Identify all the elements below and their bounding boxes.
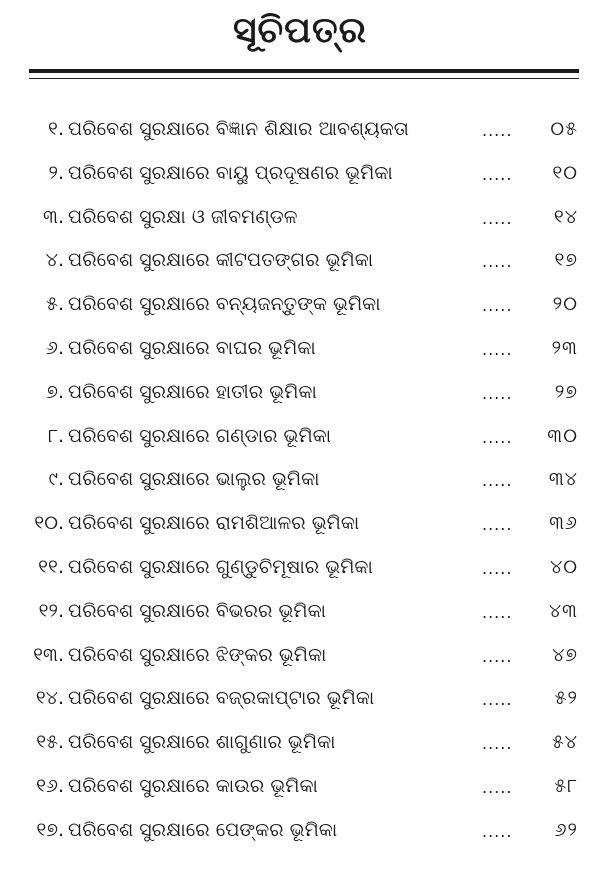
toc-entry xyxy=(0,506,600,550)
toc-entry-page: ୫୨ xyxy=(554,687,578,710)
toc-entry xyxy=(0,813,600,857)
toc-entry xyxy=(0,419,600,463)
toc-entry-title: ପରିବେଶ ସୁରକ୍ଷାରେ ଶାଗୁଣାର ଭୂମିକା xyxy=(68,731,336,754)
toc-entry-title: ପରିବେଶ ସୁରକ୍ଷାରେ ଝିଙ୍କର ଭୂମିକା xyxy=(68,643,327,666)
toc-entry-leader: ..... xyxy=(482,515,513,535)
toc-entry-title: ପରିବେଶ ସୁରକ୍ଷାରେ ବଜ୍ରକାପ୍ଟାର ଭୂମିକା xyxy=(68,687,375,710)
toc-entry-page: ୨୭ xyxy=(554,380,578,403)
toc-entry-number: ୧୨. xyxy=(38,599,64,622)
toc-entry-leader: ..... xyxy=(482,252,513,272)
toc-entry-page: ୪୩ xyxy=(548,599,578,622)
toc-entry xyxy=(0,638,600,682)
toc-entry xyxy=(0,769,600,813)
toc-entry xyxy=(0,462,600,506)
toc-entry xyxy=(0,725,600,769)
toc-entry xyxy=(0,550,600,594)
toc-entry-leader: ..... xyxy=(482,164,513,184)
toc-entry-title: ପରିବେଶ ସୁରକ୍ଷା ଓ ଜୀବମଣ୍ଡଳ xyxy=(68,205,298,228)
toc-entry xyxy=(0,243,600,287)
toc-entry-leader: ..... xyxy=(482,208,513,228)
toc-entry-title: ପରିବେଶ ସୁରକ୍ଷାରେ ଭାଲୁର ଭୂମିକା xyxy=(68,468,320,491)
toc-entry-number: ୧୭. xyxy=(36,818,64,841)
toc-entry-title: ପରିବେଶ ସୁରକ୍ଷାରେ ବନ୍ୟଜନ୍ତୁଙ୍କ ଭୂମିକା xyxy=(68,293,381,316)
toc-entry-title: ପରିବେଶ ସୁରକ୍ଷାରେ ହାତୀର ଭୂମିକା xyxy=(68,380,317,403)
toc-entry-number: ୮. xyxy=(48,424,64,447)
toc-entry-leader: ..... xyxy=(482,121,513,140)
toc-entry-page: ୦୫ xyxy=(550,118,578,140)
toc-entry-page: ୫୪ xyxy=(551,731,578,754)
toc-entry-leader: ..... xyxy=(482,558,513,578)
toc-entry xyxy=(0,375,600,419)
toc-entry-number: ୧୫. xyxy=(36,731,64,754)
toc-entry-leader: ..... xyxy=(482,471,513,491)
toc-entry-title: ପରିବେଶ ସୁରକ୍ଷାରେ କୀଟପତଙ୍ଗର ଭୂମିକା xyxy=(68,249,374,272)
toc-entry-page: ୩୦ xyxy=(547,424,578,447)
toc-entry-leader: ..... xyxy=(482,296,513,316)
toc-entry-number: ୧୦. xyxy=(34,512,64,535)
toc-entry xyxy=(0,331,600,375)
toc-entry xyxy=(0,112,600,156)
toc-entry-page: ୧୪ xyxy=(553,205,578,228)
toc-list xyxy=(0,112,600,857)
toc-entry-leader: ..... xyxy=(482,777,513,797)
toc-entry-page: ୩୪ xyxy=(548,468,578,491)
toc-entry-number: ୯. xyxy=(48,468,64,491)
toc-entry-leader: ..... xyxy=(482,646,513,666)
toc-entry-number: ୭. xyxy=(46,380,64,403)
toc-entry-leader: ..... xyxy=(482,690,513,710)
toc-entry-page: ୩୬ xyxy=(549,512,578,535)
toc-entry-number: ୧. xyxy=(48,118,64,140)
toc-entry-leader: ..... xyxy=(482,339,513,359)
toc-entry-title: ପରିବେଶ ସୁରକ୍ଷାରେ ପେଙ୍କର ଭୂମିକା xyxy=(68,818,338,841)
toc-entry-title: ପରିବେଶ ସୁରକ୍ଷାରେ କାଉର ଭୂମିକା xyxy=(68,774,318,797)
toc-entry-leader: ..... xyxy=(482,821,513,841)
toc-entry-leader: ..... xyxy=(482,383,513,403)
page-title: ସୂଚିପତ୍ର xyxy=(233,10,367,51)
toc-entry-leader: ..... xyxy=(482,602,513,622)
toc-entry xyxy=(0,681,600,725)
toc-entry-title: ପରିବେଶ ସୁରକ୍ଷାରେ ବିଭରର ଭୂମିକା xyxy=(68,599,326,622)
toc-entry xyxy=(0,594,600,638)
toc-entry-leader: ..... xyxy=(482,734,513,754)
toc-entry-number: ୧୩. xyxy=(33,643,64,666)
toc-entry-page: ୪୭ xyxy=(552,643,578,666)
toc-entry-number: ୫. xyxy=(46,293,64,316)
toc-entry-page: ୪୦ xyxy=(550,555,578,578)
toc-entry-title: ପରିବେଶ ସୁରକ୍ଷାରେ ରାମଶିଆଳର ଭୂମିକା xyxy=(68,512,360,535)
toc-entry-number: ୨. xyxy=(48,161,64,184)
toc-entry-number: ୬. xyxy=(46,336,64,359)
toc-entry-title: ପରିବେଶ ସୁରକ୍ଷାରେ ବାଘର ଭୂମିକା xyxy=(68,336,316,359)
toc-entry-number: ୧୬. xyxy=(36,774,64,797)
title-rule-thin xyxy=(29,78,579,79)
toc-entry-number: ୧୧. xyxy=(38,555,64,578)
toc-entry-page: ୫୮ xyxy=(554,774,578,797)
toc-entry-title: ପରିବେଶ ସୁରକ୍ଷାରେ ଗୁଣ୍ଡୁଚିମୂଷାର ଭୂମିକା xyxy=(68,555,373,578)
toc-entry xyxy=(0,287,600,331)
toc-entry-page: ୬୨ xyxy=(554,818,578,841)
toc-entry xyxy=(0,200,600,244)
toc-entry-page: ୧୭ xyxy=(554,249,578,272)
toc-entry-title: ପରିବେଶ ସୁରକ୍ଷାରେ ବାୟୁ ପ୍ରଦୂଷଣର ଭୂମିକା xyxy=(68,161,393,184)
toc-entry-leader: ..... xyxy=(482,427,513,447)
toc-entry-page: ୨୩ xyxy=(551,336,578,359)
title-rule-thick xyxy=(29,69,579,73)
toc-entry-title: ପରିବେଶ ସୁରକ୍ଷାରେ ବିଜ୍ଞାନ ଶିକ୍ଷାର ଆବଶ୍ୟକତା xyxy=(68,118,409,140)
toc-entry-page: ୨୦ xyxy=(552,293,578,316)
toc-entry-number: ୪. xyxy=(45,249,64,272)
toc-entry-title: ପରିବେଶ ସୁରକ୍ଷାରେ ଗଣ୍ଡାର ଭୂମିକା xyxy=(68,424,332,447)
toc-entry xyxy=(0,156,600,200)
toc-entry-page: ୧୦ xyxy=(552,161,578,184)
toc-entry-number: ୧୪. xyxy=(35,687,64,710)
toc-entry-number: ୩. xyxy=(43,205,64,228)
